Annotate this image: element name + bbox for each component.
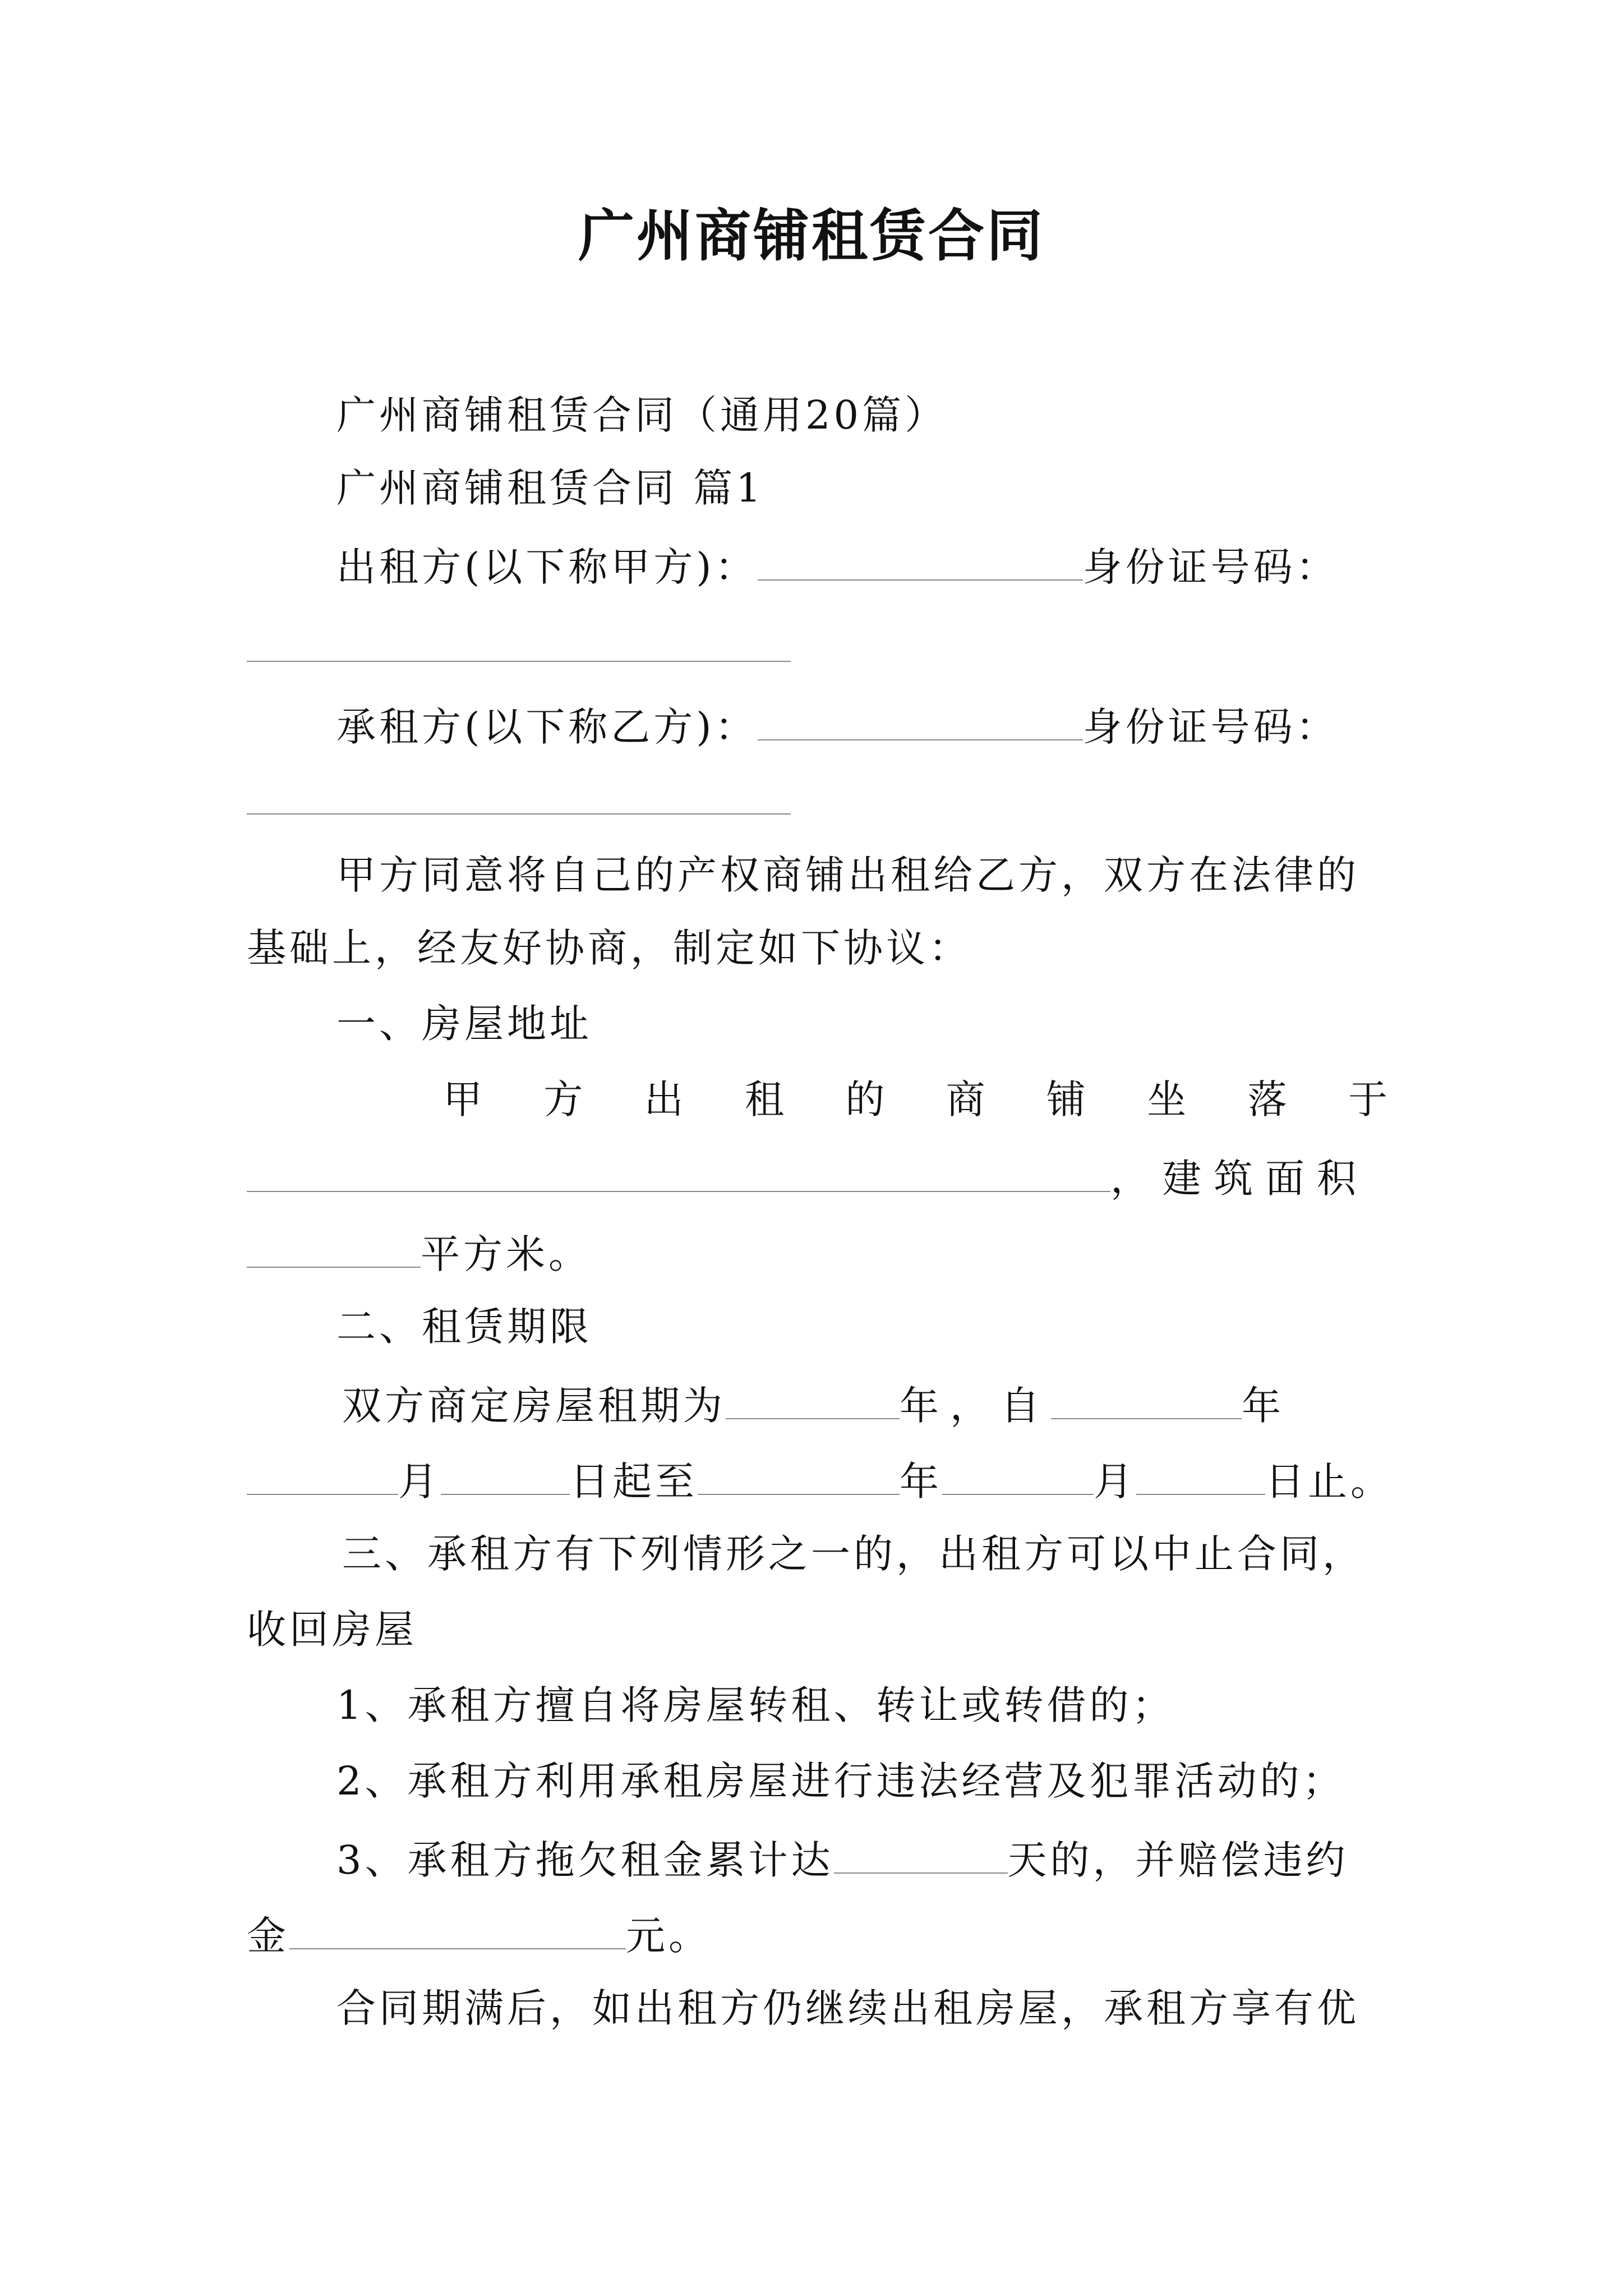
section1-unit-line xyxy=(247,1223,1391,1279)
section1-address-line xyxy=(443,1071,1391,1128)
area-label: ，建筑面积 xyxy=(1110,1156,1368,1202)
address-char: 甲 xyxy=(443,1076,486,1122)
penalty-amount-blank xyxy=(289,1904,626,1949)
section1-area-line xyxy=(247,1147,1391,1203)
section1-heading: 一、房屋地址 xyxy=(336,1001,592,1047)
section2-line-2 xyxy=(247,1450,1424,1506)
end-day-blank xyxy=(1136,1450,1265,1495)
term-years-blank xyxy=(726,1374,900,1419)
address-char: 坐 xyxy=(1147,1076,1190,1122)
item-3-line-2 xyxy=(247,1904,1391,1961)
item-3-text-2: 天的，并赔偿违约 xyxy=(1007,1837,1349,1883)
address-char: 租 xyxy=(744,1076,787,1122)
lessor-id-blank xyxy=(247,661,791,662)
lessee-id-blank xyxy=(247,813,791,815)
lessor-label: 出租方(以下称甲方)： xyxy=(336,544,758,590)
item-2: 2、承租方利用承租房屋进行违法经营及犯罪活动的； xyxy=(336,1758,1345,1804)
section3-line-1: 三、承租方有下列情形之一的，出租方可以中止合同， xyxy=(342,1531,1365,1577)
lessor-name-blank xyxy=(758,536,1083,581)
address-blank xyxy=(247,1147,1110,1192)
start-year-blank xyxy=(1051,1374,1242,1419)
end-month-blank xyxy=(942,1450,1094,1495)
start-month-blank xyxy=(247,1450,398,1495)
lessee-name-blank xyxy=(758,696,1083,740)
overdue-days-blank xyxy=(834,1829,1008,1874)
start-month-unit: 月 xyxy=(398,1458,441,1504)
area-unit: 平方米。 xyxy=(421,1231,591,1277)
end-day-unit: 日止。 xyxy=(1265,1458,1393,1504)
term-label: 双方商定房屋租期为 xyxy=(342,1383,726,1429)
address-char: 落 xyxy=(1247,1076,1290,1122)
section2-line-1 xyxy=(342,1374,1391,1430)
item-1: 1、承租方擅自将房屋转租、转让或转借的； xyxy=(336,1682,1175,1728)
end-month-unit: 月 xyxy=(1094,1458,1136,1504)
start-year-unit: 年 xyxy=(1242,1383,1284,1429)
intro-line-2: 基础上，经友好协商，制定如下协议： xyxy=(247,925,971,971)
item-3-line-1 xyxy=(336,1829,1391,1885)
intro-line-1: 甲方同意将自己的产权商铺出租给乙方，双方在法律的 xyxy=(336,852,1359,898)
lessee-line xyxy=(336,696,1391,752)
document-title: 广州商铺租赁合同 xyxy=(578,203,1045,269)
start-day-blank xyxy=(441,1450,570,1495)
penalty-label: 金 xyxy=(247,1913,289,1959)
address-char: 于 xyxy=(1348,1076,1391,1122)
term-year-from: 年，自 xyxy=(900,1383,1051,1429)
address-char: 商 xyxy=(946,1076,989,1122)
item-3-text-1: 3、承租方拖欠租金累计达 xyxy=(336,1837,834,1883)
address-char: 铺 xyxy=(1046,1076,1089,1122)
section2-heading: 二、租赁期限 xyxy=(336,1304,592,1350)
document-subtitle: 广州商铺租赁合同（通用20篇） xyxy=(336,392,948,438)
part-heading: 广州商铺租赁合同 篇1 xyxy=(336,465,764,511)
lessor-id-label: 身份证号码： xyxy=(1082,544,1339,590)
address-char: 的 xyxy=(845,1076,888,1122)
section3-line-2: 收回房屋 xyxy=(247,1607,417,1653)
lessee-label: 承租方(以下称乙方)： xyxy=(336,704,758,750)
lessee-id-label: 身份证号码： xyxy=(1082,704,1339,750)
start-day-unit: 日起至 xyxy=(570,1458,698,1504)
end-year-unit: 年 xyxy=(900,1458,942,1504)
area-blank xyxy=(247,1223,421,1268)
penalty-unit: 元。 xyxy=(626,1913,711,1959)
end-year-blank xyxy=(698,1450,900,1495)
lessor-line xyxy=(336,536,1391,592)
address-char: 出 xyxy=(644,1076,687,1122)
address-char: 方 xyxy=(543,1076,587,1122)
closing-line: 合同期满后，如出租方仍继续出租房屋，承租方享有优 xyxy=(336,1985,1359,2031)
